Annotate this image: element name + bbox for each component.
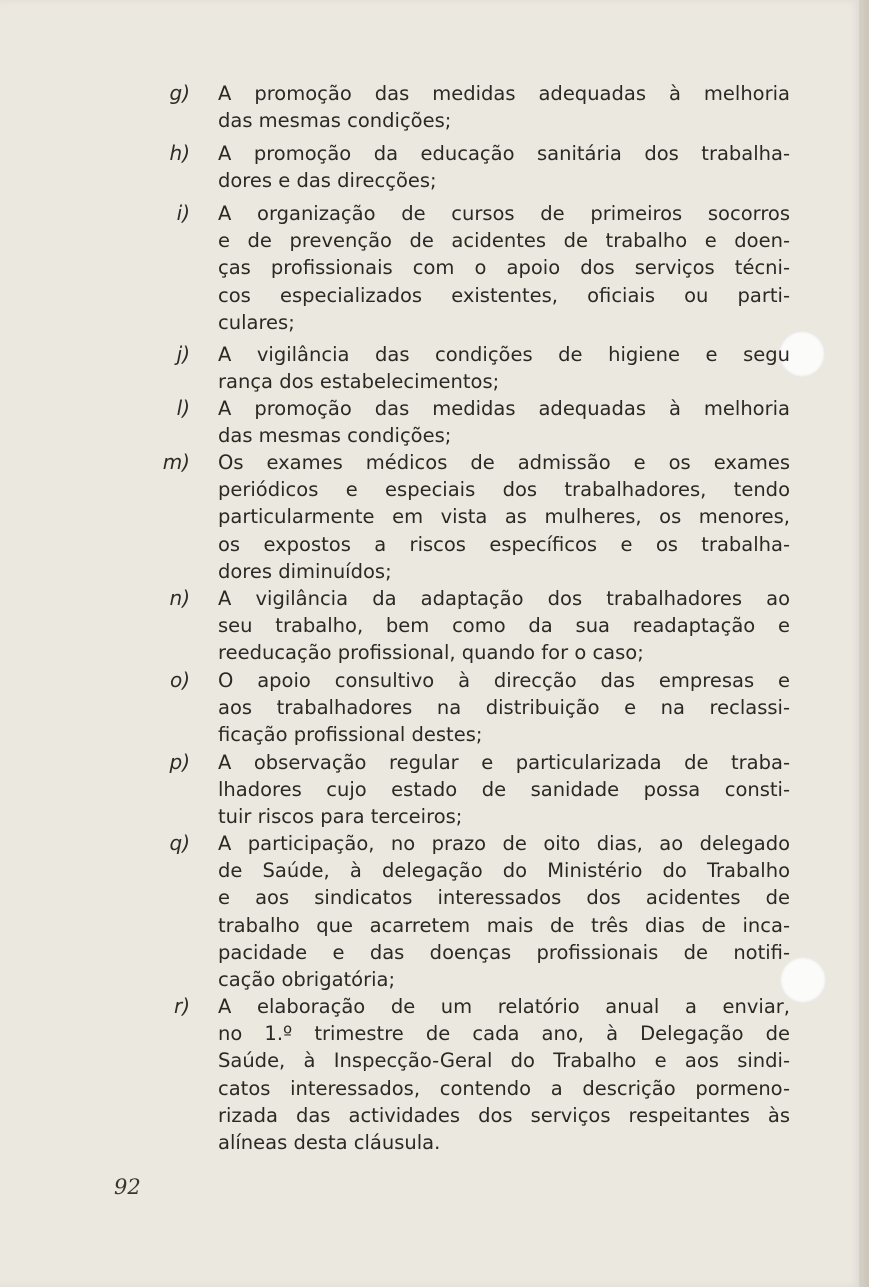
text-line: culares; (218, 310, 295, 334)
text-line: particularmente em vista as mulheres, os menores, (218, 505, 790, 529)
text-line: A elaboração de um relatório anual a enviar, (218, 995, 790, 1018)
text-line: aos trabalhadores na distribuição e na reclassi- (218, 696, 790, 720)
text-line: catos interessados, contendo a descrição pormeno- (218, 1076, 790, 1100)
item-text (218, 395, 790, 449)
text-line: reeducação profissional, quando for o caso; (218, 641, 644, 665)
text-line: A promoção da educação sanitária dos trabalha- (218, 142, 790, 165)
item-marker: m) (162, 450, 190, 474)
item-text (218, 140, 790, 194)
text-line: A vigilância das condições de higiene e segu (218, 343, 790, 366)
item-text (218, 200, 790, 336)
item-marker: p) (169, 750, 190, 774)
text-line: ficação profissional destes; (218, 723, 483, 747)
item-text (218, 585, 790, 667)
text-line: pacidade e das doenças profissionais de notifi- (218, 940, 790, 964)
item-text (218, 830, 790, 993)
text-line: tuir riscos para terceiros; (218, 805, 463, 829)
item-text (218, 449, 790, 585)
text-line: dores e das direcções; (218, 169, 437, 193)
text-line: seu trabalho, bem como da sua readaptação e (218, 614, 790, 638)
item-marker: r) (173, 994, 190, 1018)
text-line: trabalho que acarretem mais de três dias de inca- (218, 913, 790, 937)
text-line: A participação, no prazo de oito dias, ao delegado (218, 832, 790, 855)
item-marker: o) (169, 668, 190, 692)
text-line: Os exames médicos de admissão e os exames (218, 451, 790, 474)
item-marker: q) (169, 831, 190, 855)
item-marker: g) (169, 81, 190, 105)
text-line: cos especializados existentes, oficiais ou parti- (218, 283, 790, 307)
text-line: no 1.º trimestre de cada ano, à Delegação de (218, 1022, 790, 1046)
text-line: alíneas desta cláusula. (218, 1131, 441, 1155)
text-line: dores diminuídos; (218, 559, 392, 583)
text-line: periódicos e especiais dos trabalhadores, tendo (218, 478, 790, 502)
text-line: os expostos a riscos específicos e os trabalha- (218, 532, 790, 556)
text-line: A promoção das medidas adequadas à melhoria (218, 82, 790, 105)
item-marker: j) (176, 342, 190, 366)
item-text (218, 341, 790, 395)
item-marker: l) (176, 396, 190, 420)
item-text (218, 993, 790, 1156)
page-number: 92 (114, 1175, 141, 1199)
item-marker: h) (169, 141, 190, 165)
text-line: A observação regular e particularizada de traba- (218, 751, 790, 774)
text-line: ças profissionais com o apoio dos serviços técni- (218, 256, 790, 280)
item-marker: n) (169, 586, 190, 610)
text-line: rança dos estabelecimentos; (218, 370, 500, 394)
text-line: A vigilância da adaptação dos trabalhadores ao (218, 587, 790, 610)
page-edge (859, 0, 869, 1287)
text-line: das mesmas condições; (218, 109, 452, 133)
text-line: e aos sindicatos interessados dos acidentes de (218, 886, 790, 910)
text-line: cação obrigatória; (218, 968, 396, 992)
text-line: e de prevenção de acidentes de trabalho e doen- (218, 229, 790, 253)
text-line: A promoção das medidas adequadas à melhoria (218, 397, 790, 420)
text-line: A organização de cursos de primeiros socorros (218, 202, 790, 225)
text-line: Saúde, à Inspecção-Geral do Trabalho e aos sindi- (218, 1049, 790, 1073)
text-line: das mesmas condições; (218, 424, 452, 448)
item-text (218, 749, 790, 831)
text-line: rizada das actividades dos serviços respeitantes às (218, 1103, 790, 1127)
item-text (218, 80, 790, 134)
text-line: O apoio consultivo à direcção das empresas e (218, 669, 790, 692)
text-line: de Saúde, à delegação do Ministério do Trabalho (218, 859, 790, 883)
item-marker: i) (176, 201, 190, 225)
text-line: lhadores cujo estado de sanidade possa consti- (218, 778, 790, 802)
item-text (218, 667, 790, 749)
